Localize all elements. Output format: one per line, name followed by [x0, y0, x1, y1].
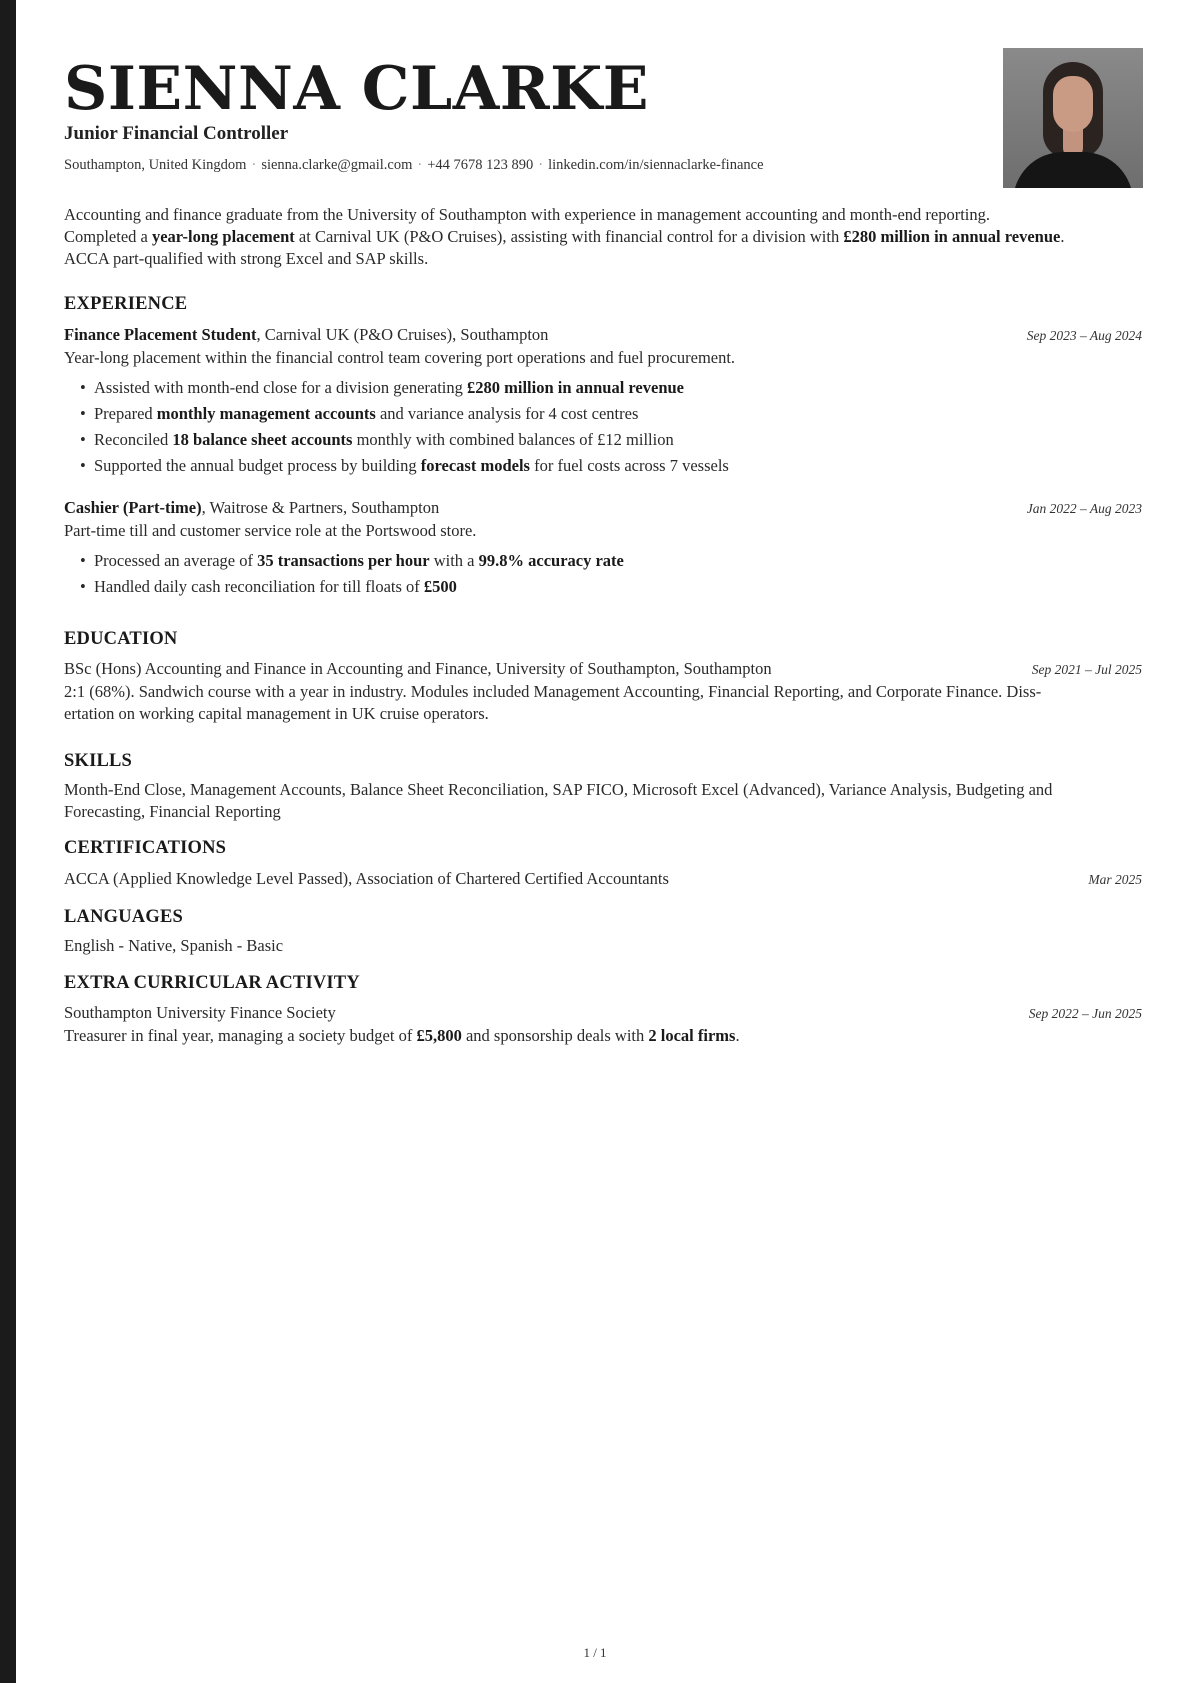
job-title-line [64, 497, 439, 519]
organization: , Carnival UK (P&O Cruises), Southampton [256, 325, 549, 344]
certification-entry [64, 868, 1142, 891]
education-description: ertation on working capital management in UK cruise operators. [64, 704, 489, 723]
job-date: Jan 2022 – Aug 2023 [1026, 501, 1142, 516]
bullet-item [64, 574, 1142, 600]
text: Handled daily cash reconciliation for till floats of [94, 577, 424, 596]
highlight: 99.8% accuracy rate [478, 551, 624, 570]
separator: · [251, 157, 257, 173]
text: . [735, 1026, 740, 1045]
summary [64, 204, 1142, 270]
page-number: 1 / 1 [583, 1645, 607, 1660]
text: Reconciled [94, 430, 173, 449]
highlight: forecast models [420, 456, 530, 475]
linkedin-link[interactable]: linkedin.com/in/siennaclarke-finance [548, 157, 764, 173]
phone: +44 7678 123 890 [427, 157, 534, 173]
highlight: monthly management accounts [156, 404, 376, 423]
text: monthly with combined balances of £12 million [352, 430, 674, 449]
degree: BSc (Hons) Accounting and Finance in Accounting and Finance, University of Southampton, Southampton [64, 659, 772, 678]
text: at Carnival UK (P&O Cruises), assisting with financial control for a division with [294, 227, 844, 246]
job-title: Junior Financial Controller [64, 123, 289, 144]
languages-list: English - Native, Spanish - Basic [64, 936, 284, 955]
bullet-item [64, 401, 1142, 427]
text: for fuel costs across 7 vessels [529, 456, 729, 475]
highlight: £500 [423, 577, 457, 596]
section-heading-certifications: CERTIFICATIONS [64, 838, 227, 858]
text: Completed a [64, 227, 152, 246]
resume-content [64, 54, 1142, 1047]
text: Prepared [94, 404, 157, 423]
section-heading-languages: LANGUAGES [64, 907, 183, 927]
highlight: 18 balance sheet accounts [172, 430, 353, 449]
text: and variance analysis for 4 cost centres [375, 404, 639, 423]
role: Finance Placement Student [64, 325, 257, 344]
section-heading-skills: SKILLS [64, 751, 133, 771]
education-description: 2:1 (68%). Sandwich course with a year in industry. Modules included Management Accounting, Financial Reporting, and Corporate Finance. Diss- [64, 682, 1042, 701]
bullet-item [64, 548, 1142, 574]
job-description: Year-long placement within the financial control team covering port operations and fuel procurement. [64, 348, 736, 367]
job-bullets [64, 548, 1142, 600]
section-heading-education: EDUCATION [64, 629, 178, 649]
candidate-name: SIENNA CLARKE [64, 54, 649, 124]
highlight: 2 local firms [648, 1026, 736, 1045]
bullet-item [64, 375, 1142, 401]
job-description: Part-time till and customer service role at the Portswood store. [64, 521, 477, 540]
education-entry [64, 658, 1142, 725]
role: Cashier (Part-time) [64, 498, 202, 517]
job-entry [64, 324, 1142, 479]
activity-description [64, 1025, 1142, 1047]
text: and sponsorship deals with [461, 1026, 649, 1045]
text: Supported the annual budget process by building [94, 456, 421, 475]
separator: · [538, 157, 544, 173]
summary-line [64, 226, 1142, 248]
section-heading-experience: EXPERIENCE [64, 294, 188, 314]
separator: · [417, 157, 423, 173]
contact-line [64, 155, 944, 175]
bullet-item [64, 427, 1142, 453]
text: Assisted with month-end close for a division generating [94, 378, 468, 397]
skills-line: Forecasting, Financial Reporting [64, 802, 281, 821]
activity-entry [64, 1002, 1142, 1047]
bullet-item [64, 453, 1142, 479]
job-date: Sep 2023 – Aug 2024 [1026, 328, 1142, 343]
job-title-line [64, 324, 548, 346]
summary-line: ACCA part-qualified with strong Excel and SAP skills. [64, 249, 429, 268]
organization: , Waitrose & Partners, Southampton [201, 498, 440, 517]
viewer-sidebar [0, 0, 16, 1683]
education-date: Sep 2021 – Jul 2025 [1031, 662, 1142, 677]
location: Southampton, United Kingdom [64, 157, 247, 173]
text: Processed an average of [94, 551, 258, 570]
highlight: year-long placement [151, 227, 295, 246]
text: Treasurer in final year, managing a society budget of [64, 1026, 417, 1045]
highlight: £280 million in annual revenue [843, 227, 1061, 246]
highlight: 35 transactions per hour [257, 551, 430, 570]
job-bullets [64, 375, 1142, 479]
activity-date: Sep 2022 – Jun 2025 [1028, 1006, 1142, 1021]
email-link[interactable]: sienna.clarke@gmail.com [261, 157, 413, 173]
skills-list [64, 779, 1142, 823]
text: with a [429, 551, 479, 570]
text: . [1060, 227, 1065, 246]
highlight: £280 million in annual revenue [467, 378, 684, 397]
certification: ACCA (Applied Knowledge Level Passed), Association of Chartered Certified Accountants [64, 869, 669, 888]
highlight: £5,800 [416, 1026, 462, 1045]
activity-org: Southampton University Finance Society [64, 1003, 336, 1022]
skills-line: Month-End Close, Management Accounts, Balance Sheet Reconciliation, SAP FICO, Microsoft Excel (Advanced), Variance Analysis, Budgeting and [64, 780, 1053, 799]
job-entry [64, 497, 1142, 600]
section-heading-extra-curricular: EXTRA CURRICULAR ACTIVITY [64, 973, 360, 993]
certification-date: Mar 2025 [1088, 872, 1142, 887]
summary-line: Accounting and finance graduate from the University of Southampton with experience in management accounting and month-end reporting. [64, 205, 991, 224]
